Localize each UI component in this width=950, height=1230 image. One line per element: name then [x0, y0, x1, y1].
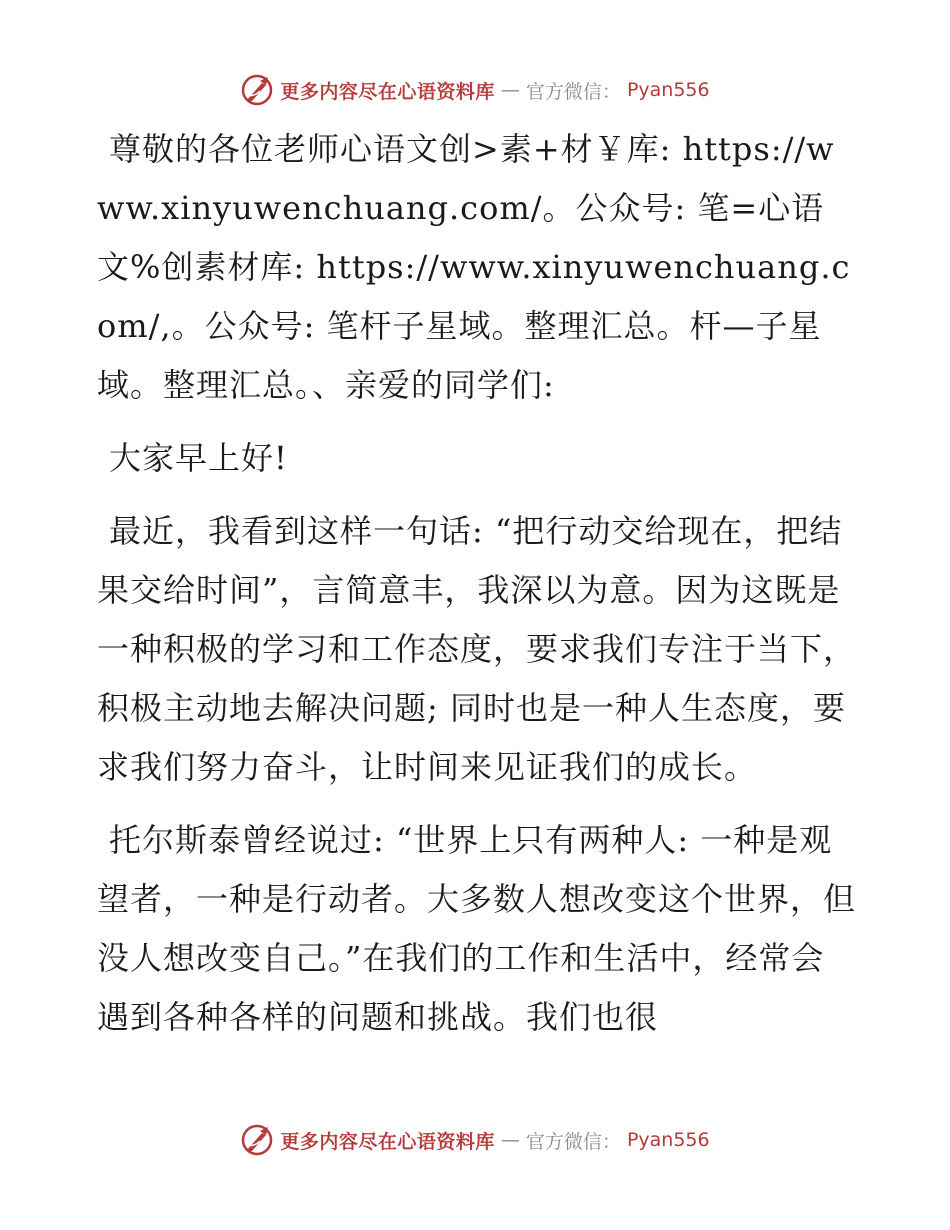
header-brand-text: 更多内容尽在心语资料库	[280, 80, 495, 103]
footer-wechat-label: 官方微信：	[525, 1130, 621, 1153]
header-wechat-label: 官方微信：	[525, 80, 621, 103]
footer-separator: —	[500, 1129, 520, 1151]
paragraph-action: 最近，我看到这样一句话: “把行动交给现在，把结果交给时间”，言简意丰，我深以为意。因为这既是一种积极的学习和工作态度，要求我们专注于当下，积极主动地去解决问题; 同时也是一种人生态度，要求我们努力奋斗，让时间来见证我们的成长。	[97, 512, 857, 786]
footer-wechat-id: Pyan556	[626, 1129, 710, 1151]
paragraph-morning: 大家早上好!	[109, 439, 288, 477]
quill-pen-icon	[240, 73, 274, 107]
document-body	[97, 120, 857, 1061]
header-banner	[0, 70, 950, 110]
quill-pen-icon	[240, 1123, 274, 1157]
footer-brand-text: 更多内容尽在心语资料库	[280, 1130, 495, 1153]
footer-banner	[0, 1120, 950, 1160]
header-wechat-id: Pyan556	[626, 79, 710, 101]
header-separator: —	[500, 79, 520, 101]
paragraph-tolstoy: 托尔斯泰曾经说过: “世界上只有两种人: 一种是观望者，一种是行动者。大多数人想改变这个世界，但没人想改变自己。”在我们的工作和生活中，经常会遇到各种各样的问题和挑战。我们也很	[97, 821, 857, 1036]
paragraph-greeting: 尊敬的各位老师心语文创>素+材￥库: https://www.xinyuwenchuang.com/。公众号: 笔=心语文%创素材库: https://www.xinyuwenchuang.com/,。公众号: 笔杆子星域。整理汇总。杆—子星域。整理汇总。、亲爱的同学们:	[97, 130, 851, 404]
